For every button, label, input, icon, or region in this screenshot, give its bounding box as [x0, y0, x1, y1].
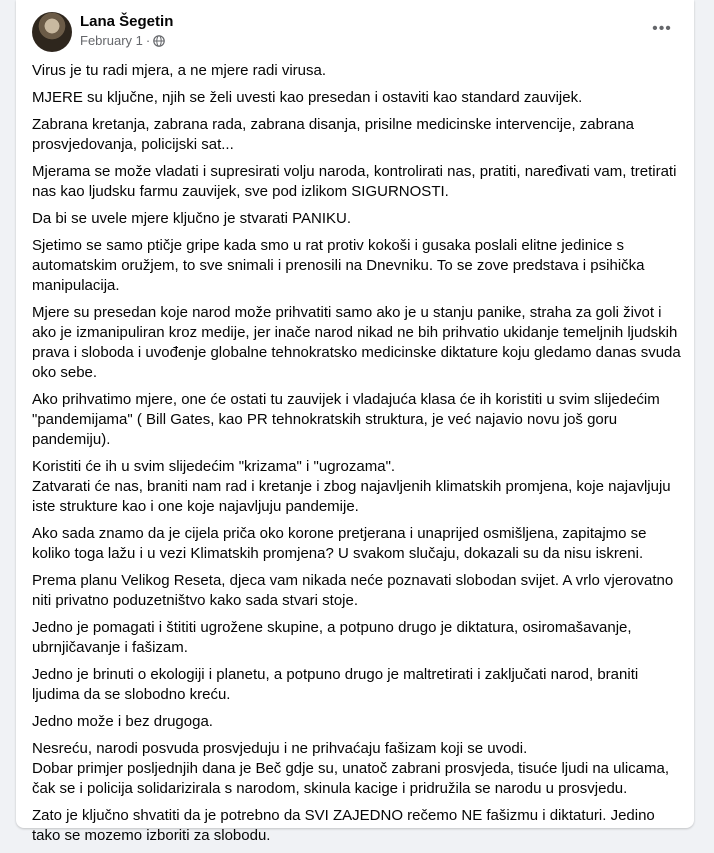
- post-paragraph: Ako prihvatimo mjere, one će ostati tu zauvijek i vladajuća klasa će ih koristiti u svim slijedećim "pandemijama" ( Bill Gates, kao PR tehnokratskih struktura, je već najavio novu još goru pandemiju).: [32, 391, 660, 448]
- post-meta: [80, 33, 165, 49]
- post-paragraph: Zabrana kretanja, zabrana rada, zabrana disanja, prisilne medicinske intervencije, zabrana prosvjedovanja, policijski sat...: [32, 116, 635, 153]
- post-paragraph: Prema planu Velikog Reseta, djeca vam nikada neće poznavati slobodan svijet. A vrlo vjerovatno niti privatno poduzetništvo kako sada stvari stoje.: [32, 572, 674, 609]
- post-paragraph: MJERE su ključne, njih se želi uvesti kao presedan i ostaviti kao standard zauvijek.: [32, 89, 583, 106]
- post-paragraph: Mjerama se može vladati i supresirati volju naroda, kontrolirati nas, pratiti, naređivati vam, tretirati nas kao ljudsku farmu zauvijek, sve pod izlikom SIGURNOSTI.: [32, 163, 677, 200]
- post-paragraph: Ako sada znamo da je cijela priča oko korone pretjerana i unaprijed osmišljena, zapitajmo se koliko toga lažu i u vezi Klimatskih promjena? U svakom slučaju, dokazali su da nisu iskreni.: [32, 525, 647, 562]
- post-paragraph: Jedno je pomagati i štititi ugrožene skupine, a potpuno drugo je diktatura, osiromašavanje, ubrnjičavanje i fašizam.: [32, 619, 632, 656]
- post-paragraph: Virus je tu radi mjera, a ne mjere radi virusa.: [32, 62, 327, 79]
- post-paragraph: Mjere su presedan koje narod može prihvatiti samo ako je u stanju panike, straha za goli život i ako je izmanipuliran kroz medije, jer inače narod nikad ne bih prihvatio ukidanje temeljnih ljudskih prava i sloboda i uvođenje globalne tehnokratsko medicinske diktature koju gledamo danas svuda oko sebe.: [32, 304, 681, 381]
- post-date[interactable]: February 1: [80, 33, 143, 48]
- post-paragraph: Da bi se uvele mjere ključno je stvarati PANIKU.: [32, 210, 352, 227]
- post-paragraph: Jedno je brinuti o ekologiji i planetu, a potpuno drugo je maltretirati i zaključati narod, braniti ljudima da se slobodno kreću.: [32, 666, 639, 703]
- post-paragraph: Nesreću, narodi posvuda prosvjeduju i ne prihvaćaju fašizam koji se uvodi.: [32, 740, 528, 757]
- author-name[interactable]: Lana Šegetin: [80, 13, 174, 30]
- avatar[interactable]: [32, 12, 72, 52]
- meta-separator: ·: [145, 33, 151, 48]
- post-paragraph: Koristiti će ih u svim slijedećim "krizama" i "ugrozama".: [32, 458, 396, 475]
- globe-icon[interactable]: [153, 35, 165, 47]
- more-options-icon[interactable]: •••: [652, 20, 672, 37]
- post-paragraph: Zatvarati će nas, braniti nam rad i kretanje i zbog najavljenih klimatskih promjena, koje najavljuju iste strukture kao i one koje najavljuju pandemije.: [32, 478, 671, 515]
- post-paragraph: Jedno može i bez drugoga.: [32, 713, 213, 730]
- post-header: [16, 0, 694, 56]
- post-paragraph: Dobar primjer posljednjih dana je Beč gdje su, unatoč zabrani prosvjeda, tisuće ljudi na ulicama, čak se i policija solidarizirala s narodom, skinula kacige i pridružila se narodu u prosvjedu.: [32, 760, 670, 797]
- post-body: [32, 61, 682, 853]
- post-paragraph: Zato je ključno shvatiti da je potrebno da SVI ZAJEDNO rečemo NE fašizmu i diktaturi. Jedino tako se mozemo izboriti za slobodu.: [32, 807, 655, 844]
- post-paragraph: Sjetimo se samo ptičje gripe kada smo u rat protiv kokoši i gusaka poslali elitne jedinice s automatskim oružjem, to sve snimali i prenosili na Dnevniku. To se zove predstava i psihička manipulacija.: [32, 237, 645, 294]
- post-card: [16, 0, 694, 844]
